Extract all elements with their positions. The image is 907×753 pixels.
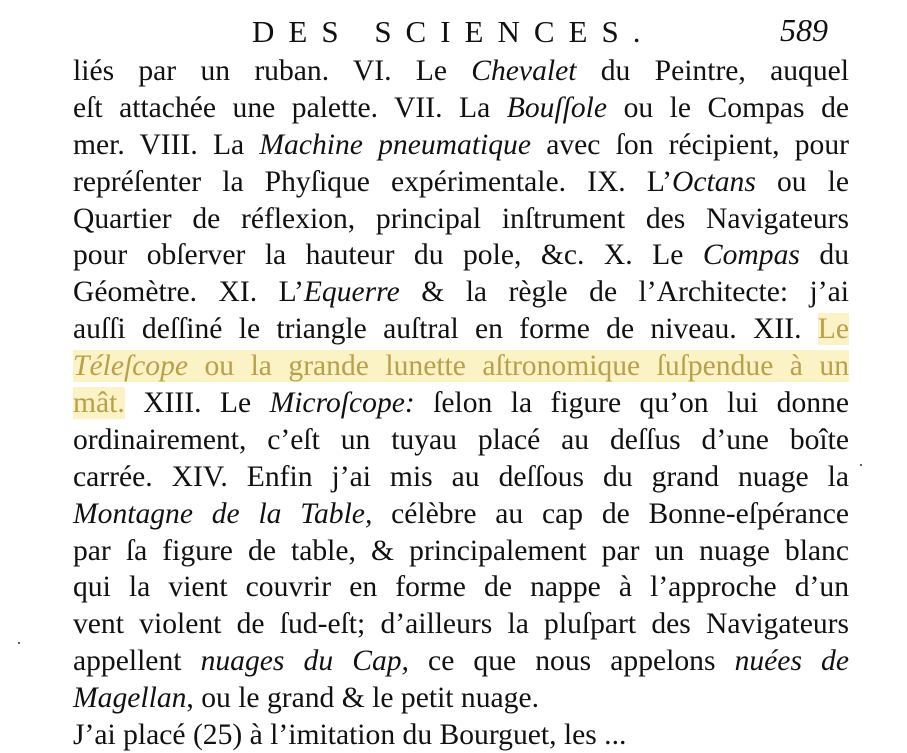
- page-number: 589: [780, 12, 828, 48]
- text-line: [73, 53, 849, 90]
- text-line: [73, 201, 849, 238]
- text-line: [73, 127, 849, 164]
- text-run: vent violent de ſud-eſt; d’ailleurs la pluſpart des Navigateurs: [73, 608, 849, 641]
- text-run: pour obſerver la hauteur du pole, &c. X. Le: [73, 239, 703, 272]
- italic-text: nuées de: [734, 645, 849, 678]
- italic-text: Montagne de la Table,: [73, 497, 373, 530]
- text-run: appellent: [73, 645, 201, 678]
- text-run: du Peintre, auquel: [576, 55, 849, 87]
- text-run: ſelon la figure qu’on lui donne: [414, 387, 849, 420]
- text-run: ou le Compas de: [607, 91, 850, 124]
- text-line: [73, 311, 849, 348]
- italic-text: Compas: [702, 239, 800, 272]
- text-run: , ou le grand & le petit nuage.: [186, 682, 539, 715]
- text-run: repréſenter la Phyſique expérimentale. IX. L’: [73, 165, 673, 198]
- margin-dot-right: ·: [858, 455, 864, 475]
- italic-text: Bouſſole: [506, 91, 608, 124]
- text-run: Quartier de réflexion, principal inſtrument des Navigateurs: [73, 202, 849, 235]
- text-line: [73, 237, 849, 274]
- text-line: [73, 348, 849, 385]
- text-line: [73, 164, 849, 201]
- text-line: [73, 422, 849, 459]
- italic-text: nuages du Cap,: [200, 645, 409, 678]
- text-line: [73, 385, 849, 422]
- text-line: [73, 90, 849, 127]
- text-line: [73, 606, 849, 643]
- text-line: [73, 569, 849, 606]
- margin-dot-left: ·: [16, 633, 22, 653]
- text-run: par ſa figure de table, & principalement par un nuage blanc: [73, 534, 849, 567]
- text-line: [73, 533, 849, 570]
- text-line: [73, 717, 849, 752]
- text-run: du: [799, 239, 849, 272]
- highlighted-text[interactable]: Téleſcope: [73, 350, 189, 383]
- italic-text: Octans: [672, 165, 756, 198]
- text-run: mer. VIII. La: [73, 128, 260, 161]
- text-run: eſt attachée une palette. VII. La: [73, 91, 507, 124]
- text-run: J’ai placé (25) à l’imitation du Bourguet, les ...: [73, 719, 627, 752]
- text-run: qui la vient couvrir en forme de nappe à l’approche d’un: [73, 571, 849, 604]
- text-line: [73, 680, 849, 717]
- text-run: auſſi deſſiné le triangle auſtral en forme de niveau. XII.: [73, 313, 818, 346]
- text-line: [73, 496, 849, 533]
- body-text: [73, 53, 853, 752]
- italic-text: Equerre: [303, 276, 400, 309]
- text-run: avec ſon récipient, pour: [531, 128, 849, 161]
- text-run: carrée. XIV. Enfin j’ai mis au deſſous du grand nuage la: [73, 460, 849, 493]
- text-line: [73, 274, 849, 311]
- italic-text: Machine pneumatique: [259, 128, 531, 161]
- text-run: liés par un ruban. VI. Le: [73, 55, 472, 87]
- italic-text: Chevalet: [471, 55, 577, 87]
- text-run: ou le: [755, 165, 849, 198]
- text-run: ordinairement, c’eſt un tuyau placé au deſſus d’une boîte: [73, 423, 849, 456]
- text-run: célèbre au cap de Bonne-eſpérance: [372, 497, 849, 530]
- text-run: Géomètre. XI. L’: [73, 276, 304, 309]
- highlighted-text[interactable]: mât.: [73, 387, 125, 420]
- text-run: XIII. Le: [124, 387, 270, 420]
- page-header: [0, 10, 907, 50]
- italic-text: Microſcope:: [269, 387, 415, 420]
- highlighted-text[interactable]: Le: [817, 313, 849, 346]
- italic-text: Magellan: [73, 682, 187, 715]
- text-line: [73, 459, 849, 496]
- highlighted-text[interactable]: ou la grande lunette aſtronomique ſuſpendue à un: [188, 350, 849, 383]
- text-run: ce que nous appelons: [408, 645, 735, 678]
- running-head: DES SCIENCES.: [252, 14, 655, 49]
- text-run: & la règle de l’Architecte: j’ai: [399, 276, 849, 309]
- text-line: [73, 643, 849, 680]
